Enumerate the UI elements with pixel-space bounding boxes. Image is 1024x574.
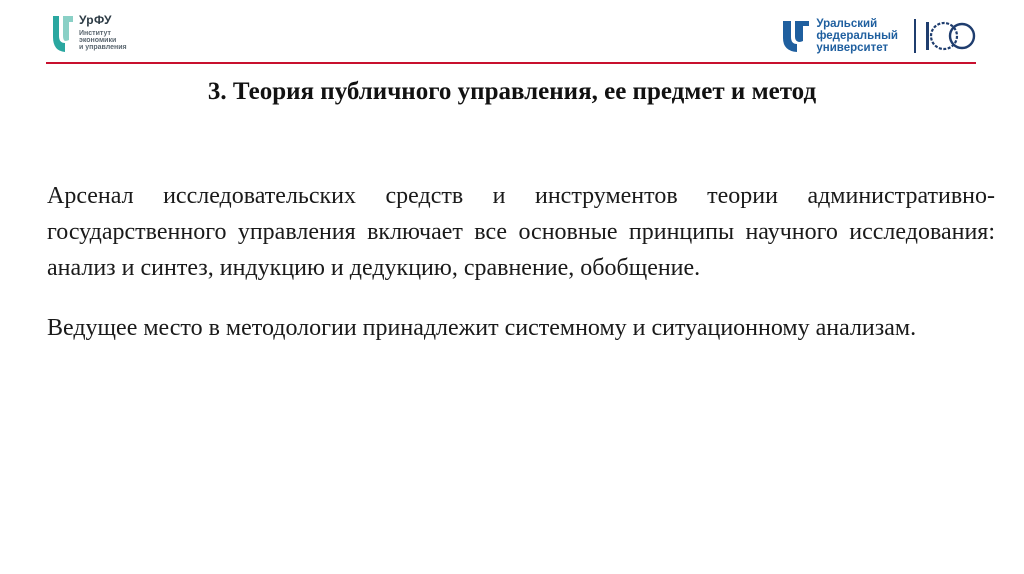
slide-body [47, 178, 995, 370]
body-paragraph: Арсенал исследовательских средств и инструментов теории административно-государственного управления включает все основные принципы научного исследования: анализ и синтез, индукцию и дедукцию, сравнение, обобщение. [47, 183, 995, 281]
body-paragraph: Ведущее место в методологии принадлежит системному и ситуационному анализам. [47, 315, 917, 341]
institute-name-line1: Институт [79, 29, 111, 37]
anniversary-100-logo-icon [924, 18, 976, 54]
institute-logo [52, 14, 127, 56]
university-name-line1: Уральский [816, 17, 878, 30]
institute-brand: УрФУ [79, 13, 112, 27]
university-logo [782, 16, 976, 56]
institute-name-line2: экономики [79, 36, 117, 44]
header-divider [46, 62, 976, 64]
urfu-u-logo-icon [782, 19, 810, 53]
logo-divider [914, 19, 916, 53]
institute-name-line3: и управления [79, 44, 127, 52]
slide-title: 3. Теория публичного управления, ее предмет и метод [207, 78, 817, 105]
university-name-line3: университет [816, 42, 889, 55]
urfu-u-logo-icon [52, 14, 74, 54]
university-name-line2: федеральный [816, 29, 898, 42]
